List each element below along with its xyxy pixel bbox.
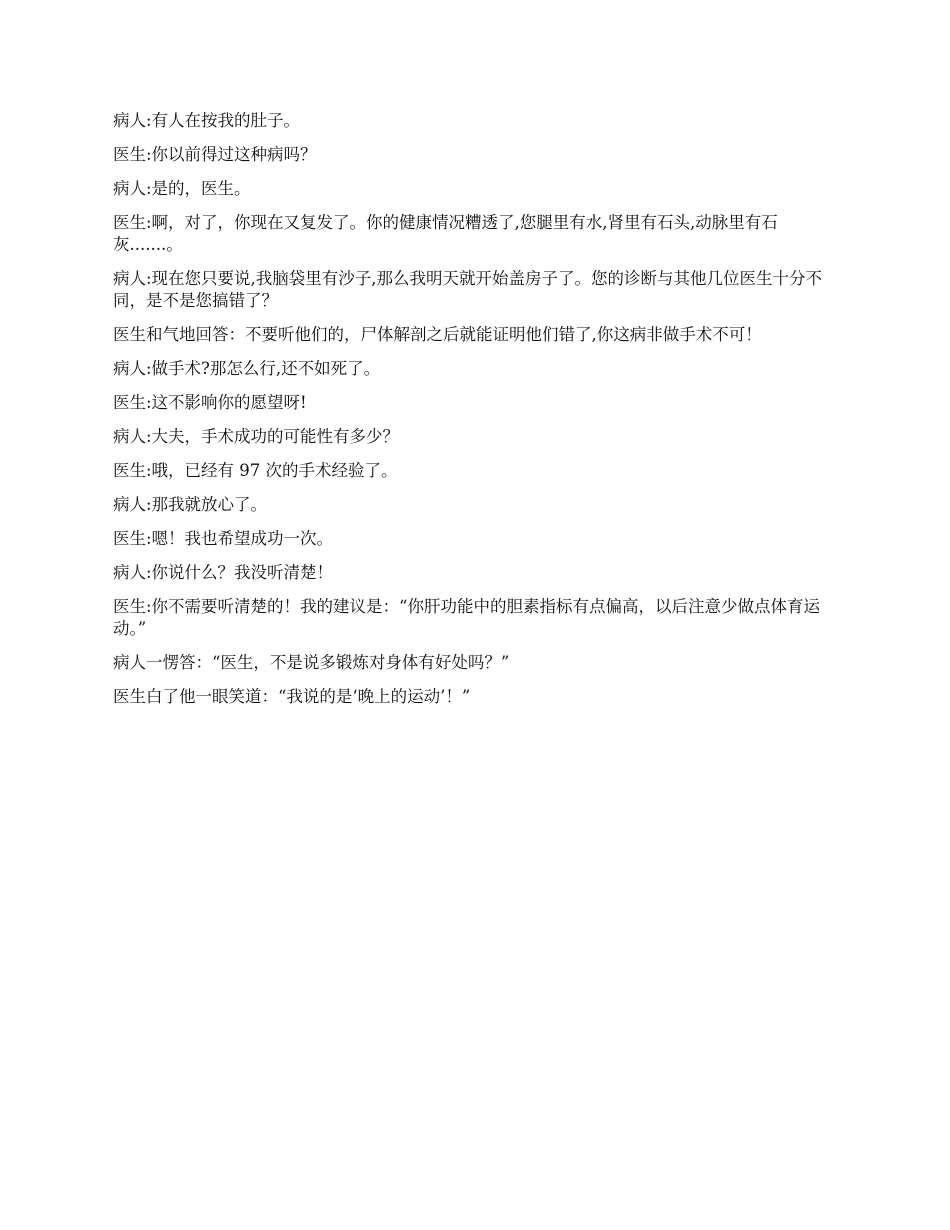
paragraph: 医生和气地回答：不要听他们的，尸体解剖之后就能证明他们错了,你这病非做手术不可！ — [113, 325, 762, 344]
paragraph: 病人:是的，医生。 — [113, 179, 251, 198]
paragraph: 病人:你说什么？我没听清楚！ — [113, 563, 334, 582]
paragraph: 医生:这不影响你的愿望呀! — [113, 393, 307, 412]
paragraph: 医生:啊，对了，你现在又复发了。你的健康情况糟透了,您腿里有水,肾里有石头,动脉里有石灰.......。 — [113, 213, 778, 254]
paragraph: 病人:现在您只要说,我脑袋里有沙子,那么我明天就开始盖房子了。您的诊断与其他几位医生十分不同，是不是您搞错了？ — [113, 269, 823, 310]
paragraph: 病人:大夫，手术成功的可能性有多少？ — [113, 427, 400, 446]
paragraph: 医生:哦，已经有 97 次的手术经验了。 — [113, 461, 398, 480]
paragraph: 病人一愣答：“医生，不是说多锻炼对身体有好处吗？” — [113, 653, 510, 672]
paragraph: 医生:嗯！我也希望成功一次。 — [113, 529, 334, 548]
paragraph: 病人:有人在按我的肚子。 — [113, 111, 301, 130]
paragraph: 医生白了他一眼笑道：“我说的是‘晚上的运动’！” — [113, 687, 471, 706]
paragraph: 医生:你不需要听清楚的！我的建议是：“你肝功能中的胆素指标有点偏高，以后注意少做点体育运动。” — [113, 597, 820, 638]
paragraph: 病人:那我就放心了。 — [113, 495, 268, 514]
paragraph: 医生:你以前得过这种病吗？ — [113, 145, 317, 164]
document-body — [113, 110, 838, 720]
paragraph: 病人:做手术?那怎么行,还不如死了。 — [113, 359, 381, 378]
